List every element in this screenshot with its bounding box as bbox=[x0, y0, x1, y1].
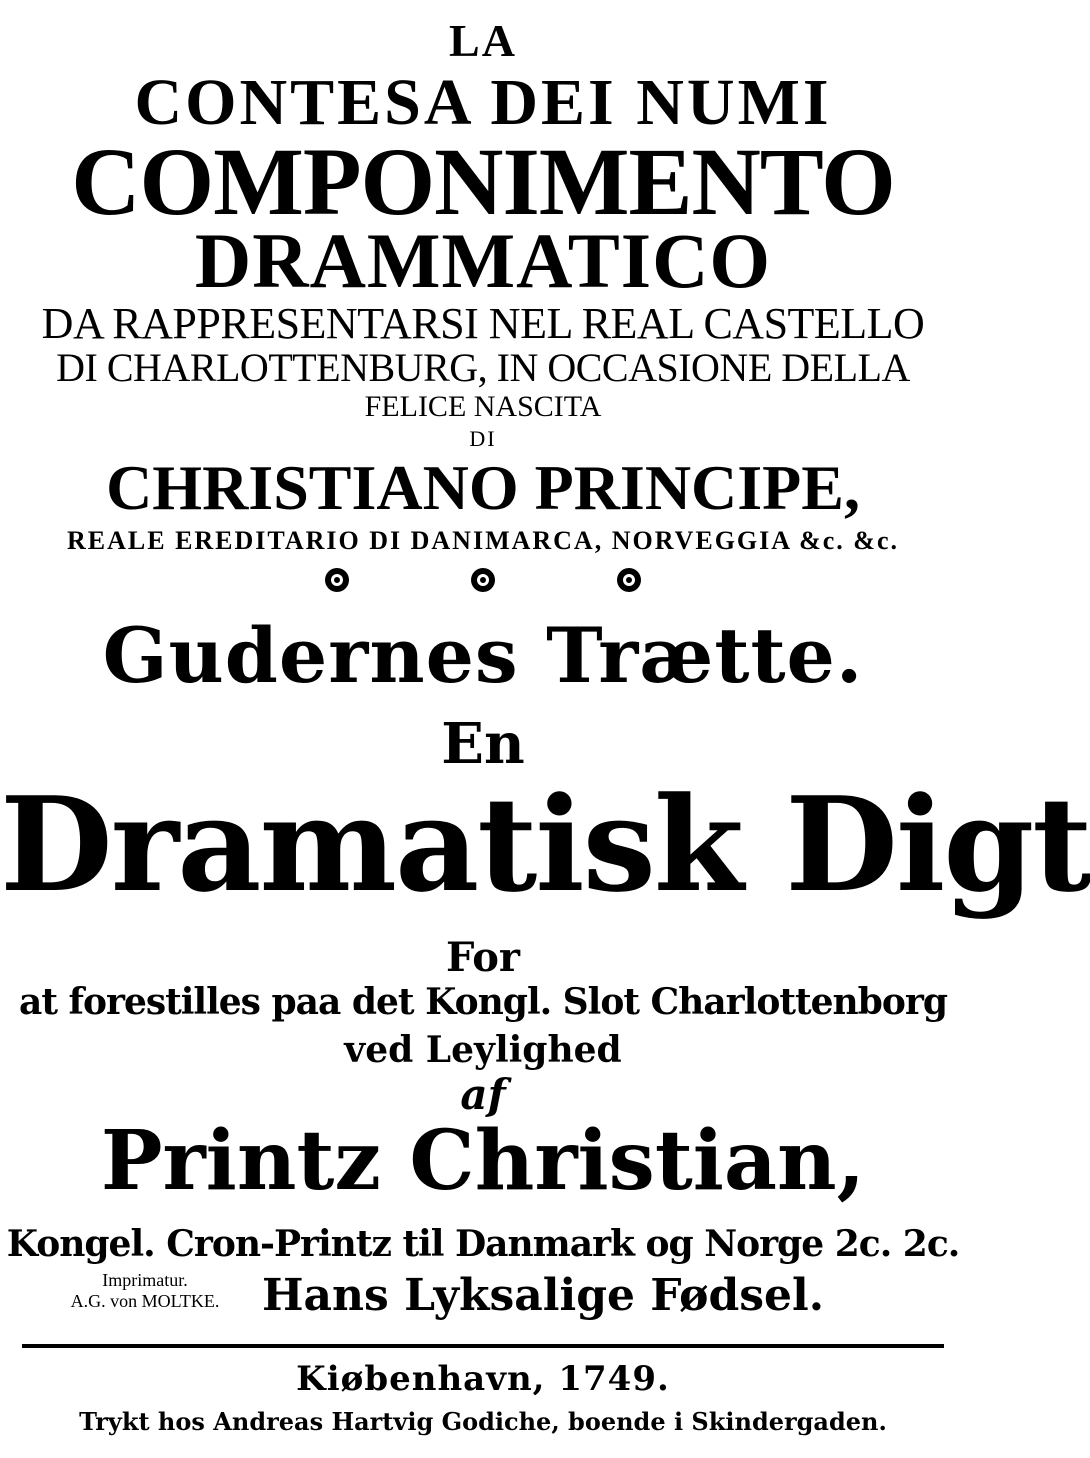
line-at-forestilles: at forestilles paa det Kongl. Slot Charlottenborg bbox=[19, 981, 947, 1023]
line-kongel-cron-printz: Kongel. Cron-Printz til Danmark og Norge 2c. 2c. bbox=[6, 1223, 960, 1265]
line-di-charlottenburg: DI CHARLOTTENBURG, IN OCCASIONE DELLA bbox=[56, 345, 910, 390]
line-af: af bbox=[460, 1070, 506, 1119]
ornament-row bbox=[0, 565, 966, 595]
title-printz-christian: Printz Christian, bbox=[100, 1113, 866, 1209]
line-en: En bbox=[441, 711, 525, 777]
title-contesa-dei-numi: CONTESA DEI NUMI bbox=[134, 66, 832, 139]
title-drammatico: DRAMMATICO bbox=[194, 217, 772, 304]
line-for: For bbox=[446, 934, 520, 981]
imprimatur-signature: A.G. von MOLTKE. bbox=[70, 1290, 220, 1311]
imprint-place-date: Kiøbenhavn, 1749. bbox=[296, 1359, 670, 1399]
fleuron-icon bbox=[614, 565, 644, 595]
line-ved-leylighed: ved Leylighed bbox=[344, 1029, 622, 1071]
line-di: DI bbox=[469, 426, 497, 451]
fleuron-icon bbox=[468, 565, 498, 595]
line-reale-ereditario: REALE EREDITARIO DI DANIMARCA, NORVEGGIA &c. &c. bbox=[66, 526, 899, 555]
divider-rule bbox=[22, 1344, 944, 1348]
title-la: LA bbox=[449, 15, 517, 66]
title-dramatisk-digt: Dramatisk Digt bbox=[0, 768, 1090, 921]
imprint-printer: Trykt hos Andreas Hartvig Godiche, boende i Skindergaden. bbox=[79, 1407, 887, 1436]
line-felice-nascita: FELICE NASCITA bbox=[364, 390, 602, 423]
title-componimento: COMPONIMENTO bbox=[71, 128, 895, 235]
title-gudernes-traette: Gudernes Trætte. bbox=[102, 611, 864, 700]
title-christiano-principe: CHRISTIANO PRINCIPE, bbox=[106, 452, 860, 523]
fleuron-icon bbox=[322, 565, 352, 595]
line-da-rappresentarsi: DA RAPPRESENTARSI NEL REAL CASTELLO bbox=[41, 299, 925, 348]
line-hans-lyksalige-fodsel: Hans Lyksalige Fødsel. bbox=[261, 1270, 825, 1321]
imprimatur-label: Imprimatur. bbox=[102, 1270, 188, 1290]
